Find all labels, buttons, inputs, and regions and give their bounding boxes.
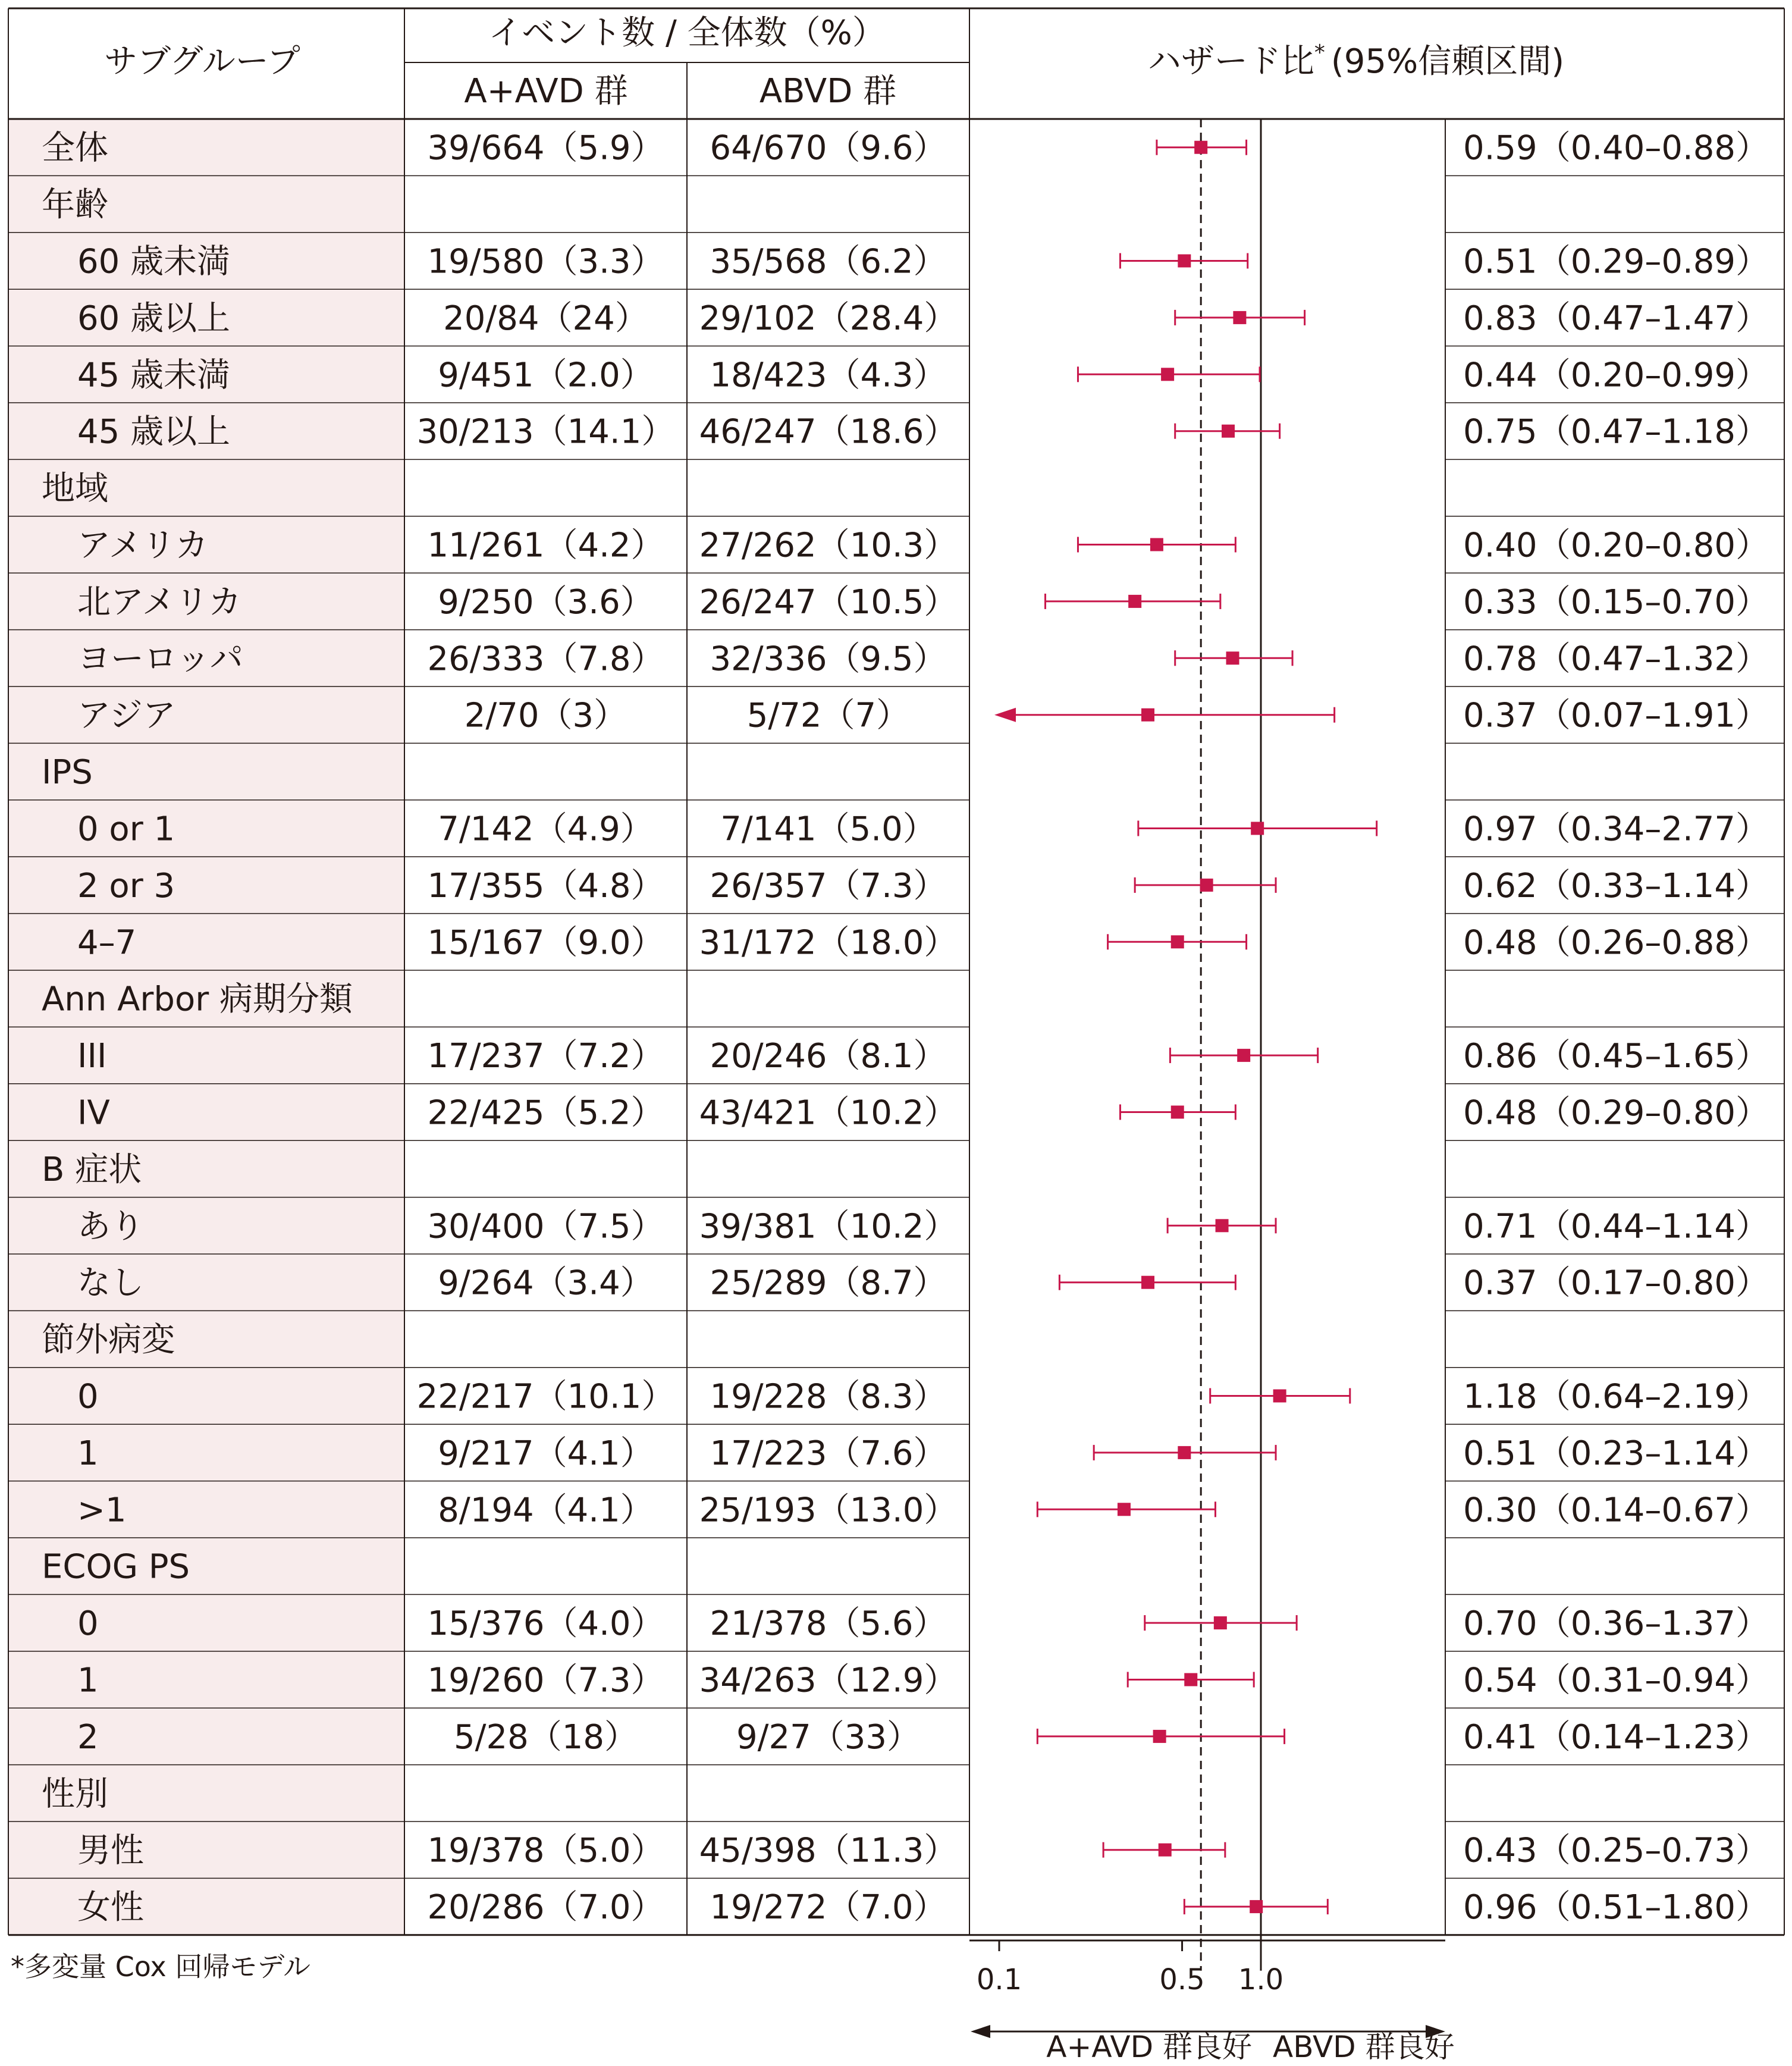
cell-arm-a: 7/142（4.9） [438, 810, 654, 849]
cell-arm-a: 9/264（3.4） [438, 1264, 654, 1303]
cell-arm-b: 7/141（5.0） [720, 810, 936, 849]
hazard-ratio-point [1222, 425, 1235, 438]
row-label: ECOG PS [42, 1547, 190, 1587]
cell-arm-a: 26/333（7.8） [427, 639, 664, 679]
cell-arm-b: 9/27（33） [736, 1717, 921, 1757]
cell-arm-a: 8/194（4.1） [438, 1491, 654, 1530]
x-axis-tick-label: 0.5 [1159, 1963, 1205, 1996]
row-label: Ann Arbor 病期分類 [42, 980, 353, 1019]
cell-arm-b: 43/421（10.2） [699, 1093, 958, 1133]
cell-hazard-ratio: 0.48（0.29–0.80） [1463, 1093, 1769, 1133]
cell-hazard-ratio: 0.40（0.20–0.80） [1463, 526, 1769, 565]
cell-hazard-ratio: 0.41（0.14–1.23） [1463, 1717, 1769, 1757]
cell-hazard-ratio: 0.96（0.51–1.80） [1463, 1888, 1769, 1927]
cell-arm-a: 19/580（3.3） [427, 242, 664, 281]
hazard-ratio-point [1216, 1219, 1229, 1232]
row-label: >1 [77, 1491, 127, 1530]
cell-hazard-ratio: 0.37（0.17–0.80） [1463, 1264, 1769, 1303]
cell-arm-a: 39/664（5.9） [427, 128, 664, 168]
header-events: イベント数 / 全体数（%） [488, 14, 886, 52]
hazard-ratio-point [1141, 708, 1154, 722]
x-axis-tick-label: 1.0 [1238, 1963, 1284, 1996]
hazard-ratio-point [1153, 1730, 1166, 1743]
cell-hazard-ratio: 0.54（0.31–0.94） [1463, 1661, 1769, 1700]
cell-hazard-ratio: 0.59（0.40–0.88） [1463, 128, 1769, 168]
cell-arm-a: 11/261（4.2） [427, 526, 664, 565]
cell-arm-b: 20/246（8.1） [710, 1037, 947, 1076]
cell-hazard-ratio: 0.70（0.36–1.37） [1463, 1604, 1769, 1644]
cell-arm-b: 18/423（4.3） [710, 356, 947, 395]
hazard-ratio-point [1141, 1276, 1154, 1289]
row-label: アメリカ [77, 526, 209, 565]
cell-arm-a: 5/28（18） [453, 1717, 638, 1757]
row-label: 1 [77, 1661, 99, 1700]
cell-arm-b: 25/193（13.0） [699, 1491, 958, 1530]
row-label: 0 [77, 1604, 99, 1644]
hazard-ratio-point [1194, 141, 1207, 154]
row-label: なし [77, 1264, 144, 1303]
hazard-ratio-point [1273, 1390, 1286, 1403]
hazard-ratio-point [1200, 879, 1213, 892]
cell-arm-b: 29/102（28.4） [699, 299, 958, 338]
row-label: 60 歳未満 [77, 242, 231, 281]
cell-arm-b: 17/223（7.6） [710, 1434, 947, 1473]
row-label: 45 歳以上 [77, 412, 231, 452]
cell-hazard-ratio: 0.86（0.45–1.65） [1463, 1037, 1769, 1076]
cell-arm-b: 31/172（18.0） [699, 923, 958, 963]
hazard-ratio-point [1184, 1673, 1197, 1686]
hazard-ratio-point [1233, 311, 1246, 324]
cell-arm-a: 17/355（4.8） [427, 866, 664, 905]
cell-arm-a: 22/217（10.1） [416, 1377, 675, 1416]
cell-hazard-ratio: 0.62（0.33–1.14） [1463, 866, 1769, 905]
row-label: 1 [77, 1434, 99, 1473]
cell-arm-a: 20/84（24） [443, 299, 648, 338]
cell-hazard-ratio: 0.33（0.15–0.70） [1463, 582, 1769, 622]
cell-hazard-ratio: 0.44（0.20–0.99） [1463, 356, 1769, 395]
cell-arm-b: 26/357（7.3） [710, 866, 947, 905]
header-subgroup: サブグループ [104, 42, 300, 81]
hazard-ratio-point [1159, 1844, 1172, 1857]
cell-hazard-ratio: 1.18（0.64–2.19） [1463, 1377, 1769, 1416]
row-label: 全体 [42, 128, 108, 168]
cell-arm-a: 19/260（7.3） [427, 1661, 664, 1700]
cell-arm-b: 27/262（10.3） [699, 526, 958, 565]
header-hr-label: ハザード比 [1147, 42, 1314, 81]
row-label: ヨーロッパ [77, 639, 243, 679]
cell-arm-b: 5/72（7） [746, 696, 910, 735]
hazard-ratio-point [1150, 538, 1163, 551]
cell-arm-a: 9/451（2.0） [438, 356, 654, 395]
hazard-ratio-point [1161, 368, 1174, 381]
hazard-ratio-point [1171, 1106, 1184, 1119]
cell-hazard-ratio: 0.71（0.44–1.14） [1463, 1207, 1769, 1246]
hazard-ratio-point [1171, 935, 1184, 948]
row-label: 2 [77, 1717, 99, 1757]
cell-hazard-ratio: 0.37（0.07–1.91） [1463, 696, 1769, 735]
hazard-ratio-point [1251, 822, 1264, 835]
favor-right-label: ABVD 群良好 [1273, 2030, 1455, 2064]
cell-arm-a: 30/213（14.1） [416, 412, 675, 452]
row-label: 0 or 1 [77, 810, 175, 849]
cell-arm-b: 64/670（9.6） [710, 128, 947, 168]
row-label: 北アメリカ [77, 582, 242, 622]
hazard-ratio-point [1118, 1503, 1131, 1516]
cell-hazard-ratio: 0.78（0.47–1.32） [1463, 639, 1769, 679]
favor-left-label: A+AVD 群良好 [1046, 2030, 1252, 2064]
cell-hazard-ratio: 0.75（0.47–1.18） [1463, 412, 1769, 452]
row-label: III [77, 1037, 107, 1076]
cell-arm-a: 22/425（5.2） [427, 1093, 664, 1133]
row-label: 45 歳未満 [77, 356, 231, 395]
cell-arm-a: 20/286（7.0） [427, 1888, 664, 1927]
cell-arm-b: 46/247（18.6） [699, 412, 958, 452]
cell-arm-a: 15/376（4.0） [427, 1604, 664, 1644]
cell-arm-b: 19/272（7.0） [710, 1888, 947, 1927]
row-label: 4–7 [77, 923, 137, 963]
cell-hazard-ratio: 0.97（0.34–2.77） [1463, 810, 1769, 849]
ci-arrow-left [994, 708, 1016, 722]
favor-left-arrowhead [971, 2025, 990, 2038]
row-label: アジア [77, 696, 176, 735]
header-hazard-ratio [1148, 40, 1564, 81]
cell-arm-b: 21/378（5.6） [710, 1604, 947, 1644]
cell-arm-a: 2/70（3） [464, 696, 627, 735]
cell-arm-b: 34/263（12.9） [699, 1661, 958, 1700]
cell-hazard-ratio: 0.48（0.26–0.88） [1463, 923, 1769, 963]
row-label: 地域 [42, 469, 108, 509]
cell-arm-a: 30/400（7.5） [427, 1207, 664, 1246]
header-hr-ci: (95%信頼区間) [1330, 42, 1565, 81]
cell-arm-b: 45/398（11.3） [699, 1831, 958, 1870]
row-label: 年齢 [42, 186, 108, 225]
forest-plot-marks [994, 119, 1377, 1971]
cell-arm-b: 39/381（10.2） [699, 1207, 958, 1246]
hazard-ratio-point [1214, 1616, 1227, 1629]
cell-arm-b: 32/336（9.5） [710, 639, 947, 679]
cell-arm-b: 26/247（10.5） [699, 582, 958, 622]
header-arm-a: A+AVD 群 [464, 72, 628, 111]
hazard-ratio-point [1178, 255, 1191, 268]
cell-arm-b: 35/568（6.2） [710, 242, 947, 281]
x-axis-tick-label: 0.1 [976, 1963, 1022, 1996]
row-label: IV [77, 1093, 110, 1133]
footnote: *多変量 Cox 回帰モデル [11, 1951, 311, 1983]
row-label: 60 歳以上 [77, 299, 231, 338]
cell-hazard-ratio: 0.83（0.47–1.47） [1463, 299, 1769, 338]
cell-arm-a: 19/378（5.0） [427, 1831, 664, 1870]
cell-arm-b: 25/289（8.7） [710, 1264, 947, 1303]
cell-hazard-ratio: 0.51（0.23–1.14） [1463, 1434, 1769, 1473]
row-label: 性別 [42, 1775, 108, 1814]
cell-hazard-ratio: 0.51（0.29–0.89） [1463, 242, 1769, 281]
row-label: 節外病変 [42, 1321, 175, 1360]
row-label: 2 or 3 [77, 866, 175, 905]
hazard-ratio-point [1250, 1900, 1263, 1913]
header-arm-b: ABVD 群 [759, 72, 897, 111]
row-label: IPS [42, 753, 93, 792]
header-hr-star: * [1314, 40, 1325, 65]
row-label: B 症状 [42, 1150, 142, 1189]
hazard-ratio-point [1237, 1049, 1250, 1062]
cell-arm-a: 9/250（3.6） [438, 582, 654, 622]
row-label: あり [77, 1207, 144, 1246]
cell-hazard-ratio: 0.30（0.14–0.67） [1463, 1491, 1769, 1530]
x-axis [969, 1940, 1455, 2064]
hazard-ratio-point [1178, 1446, 1191, 1459]
cell-arm-b: 19/228（8.3） [710, 1377, 947, 1416]
row-label: 男性 [77, 1831, 144, 1870]
cell-hazard-ratio: 0.43（0.25–0.73） [1463, 1831, 1769, 1870]
row-label: 0 [77, 1377, 99, 1416]
hazard-ratio-point [1226, 651, 1239, 664]
row-label: 女性 [77, 1888, 144, 1927]
cell-arm-a: 17/237（7.2） [427, 1037, 664, 1076]
cell-arm-a: 15/167（9.0） [427, 923, 664, 963]
hazard-ratio-point [1128, 595, 1141, 608]
cell-arm-a: 9/217（4.1） [438, 1434, 654, 1473]
